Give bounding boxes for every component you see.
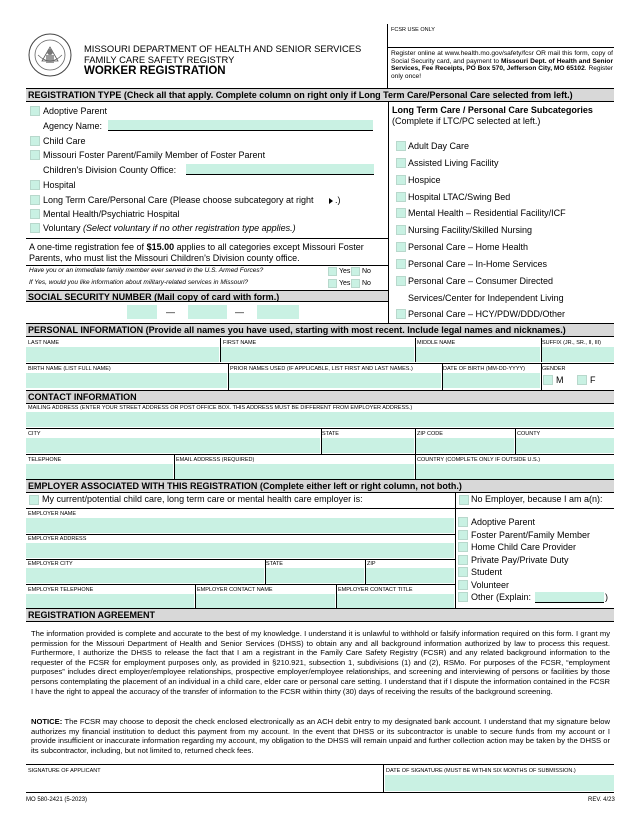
dept-name: MISSOURI DEPARTMENT OF HEALTH AND SENIOR SERVICES xyxy=(84,43,362,54)
no-employer-checkbox[interactable] xyxy=(459,495,469,505)
subcat-hospice-label: Hospice xyxy=(408,175,441,185)
suffix-input[interactable] xyxy=(542,347,614,362)
agreement-header: REGISTRATION AGREEMENT xyxy=(26,608,614,622)
contact-info-header: CONTACT INFORMATION xyxy=(26,390,614,404)
subcat-nursing-facility-checkbox[interactable] xyxy=(396,225,406,235)
hospital-checkbox[interactable] xyxy=(30,180,40,190)
foster-parent-label: Missouri Foster Parent/Family Member of Foster Parent xyxy=(43,150,266,160)
noemp-foster-parent-checkbox[interactable] xyxy=(458,530,468,540)
city-input[interactable] xyxy=(26,438,320,453)
subcat-in-home-checkbox[interactable] xyxy=(396,259,406,269)
state-label: STATE xyxy=(322,431,339,437)
form-title: WORKER REGISTRATION xyxy=(84,65,226,77)
voluntary-checkbox[interactable] xyxy=(30,223,40,233)
ssn-dash-1: — xyxy=(166,307,175,317)
employer-phone-input[interactable] xyxy=(26,594,194,608)
birth-name-label: BIRTH NAME (LIST FULL NAME) xyxy=(28,366,111,372)
no-employer-label: No Employer, because I am a(n): xyxy=(471,494,603,504)
subcat-hcy-checkbox[interactable] xyxy=(396,309,406,319)
agency-name-input[interactable] xyxy=(108,120,373,131)
noemp-other-checkbox[interactable] xyxy=(458,592,468,602)
adoptive-parent-checkbox[interactable] xyxy=(30,106,40,116)
ltc-label-end: .) xyxy=(335,195,341,205)
middle-name-input[interactable] xyxy=(416,347,540,362)
gender-f-label: F xyxy=(590,375,596,385)
military-q1-yes-checkbox[interactable] xyxy=(328,267,337,276)
middle-name-label: MIDDLE NAME xyxy=(417,340,456,346)
birth-name-input[interactable] xyxy=(26,373,227,388)
arrow-right-icon xyxy=(329,198,333,204)
ltc-label: Long Term Care/Personal Care (Please choose subcategory at right xyxy=(43,195,314,205)
military-q2-yes-label: Yes xyxy=(339,280,351,287)
subcat-hospice-checkbox[interactable] xyxy=(396,175,406,185)
notice-text: The FCSR may choose to deposit the check enclosed electronically as an ACH debit entry to my designated bank account. I understand that my signature below authorizes my financial institution to deduct this payment from my account. In the event that DHSS or its subcontractor is unable to secure funds from my account or I provide insufficient or inaccurate information regarding my account, my obligation to the DHSS will remain unpaid and further collection action may be taken by the DHSS or its subcontractor, including, but not limited to, returned check fees. xyxy=(31,717,610,755)
fee-text-line2: Parents, who must list the Missouri Children's Division county office. xyxy=(29,253,300,263)
employer-zip-input[interactable] xyxy=(366,568,454,583)
employer-address-input[interactable] xyxy=(26,543,454,558)
fee-text-line1 xyxy=(29,242,364,253)
employer-zip-label: ZIP xyxy=(367,561,376,567)
noemp-volunteer-checkbox[interactable] xyxy=(458,580,468,590)
fee-text-b: applies to all categories except Missouri Foster xyxy=(176,242,364,252)
personal-info-header: PERSONAL INFORMATION (Provide all names you have used, starting with most recent. Include legal names and nicknames.) xyxy=(26,323,614,337)
subcategories-title: Long Term Care / Personal Care Subcategories xyxy=(392,105,593,115)
agreement-paragraph-1: The information provided is complete and accurate to the best of my knowledge. I understand it is unlawful to withhold or falsify information required on this form. I grant my permission for the Missouri Department of Health and Senior Services (DHSS) to obtain any and all background information authorized by law to process this request. Furthermore, I authorize the DHSS to release the fact that I am a registrant in the Family Care Safety Registry (FCSR) and any related background information to the requester of the FCSR for employment purposes only, as provided in §210.921, subsection 1, subdivisions (1) and (2), RSMo. For purposes of the FCSR, “employment purposes” includes direct employer/employee relationships, prospective employer/employee relationships, and screening and interviewing of persons or facilities by those persons contemplating the placement of an individual in a child care, elder care or personal care setting. I understand that if I dispute the information contained in the FCSR I have the right to appeal the accuracy of the transfer of information to the FCSR within thirty (30) days of receiving the results of the background screening. xyxy=(31,629,610,696)
county-label: COUNTY xyxy=(517,431,541,437)
prior-names-label: PRIOR NAMES USED (IF APPLICABLE, LIST FIRST AND LAST NAMES.) xyxy=(230,366,413,372)
date-signature-input[interactable] xyxy=(385,775,614,791)
noemp-student-checkbox[interactable] xyxy=(458,567,468,577)
noemp-adoptive-parent-label: Adoptive Parent xyxy=(471,517,536,527)
first-name-label: FIRST NAME xyxy=(223,340,257,346)
fee-text-a: A one-time registration fee of xyxy=(29,242,145,252)
signature-label: SIGNATURE OF APPLICANT xyxy=(28,768,101,774)
gender-m-checkbox[interactable] xyxy=(543,375,553,385)
noemp-private-pay-checkbox[interactable] xyxy=(458,555,468,565)
subcat-mental-health-residential-label: Mental Health – Residential Facility/ICF xyxy=(408,208,566,218)
last-name-label: LAST NAME xyxy=(28,340,60,346)
ssn-part2-input[interactable] xyxy=(188,305,227,319)
ltc-checkbox[interactable] xyxy=(30,195,40,205)
employer-state-input[interactable] xyxy=(266,568,364,583)
fcsr-use-label: FCSR USE ONLY xyxy=(391,27,435,33)
subcat-consumer-directed-label: Personal Care – Consumer Directed xyxy=(408,276,554,286)
child-care-checkbox[interactable] xyxy=(30,136,40,146)
subcat-mental-health-residential-checkbox[interactable] xyxy=(396,208,406,218)
subcat-assisted-living-label: Assisted Living Facility xyxy=(408,158,499,168)
noemp-other-label: Other (Explain: xyxy=(471,592,532,602)
registration-type-header: REGISTRATION TYPE (Check all that apply. Complete column on right only if Long Term Care/Personal Care selected from left.) xyxy=(26,88,614,102)
employer-contact-title-input[interactable] xyxy=(337,594,454,608)
employer-state-label: STATE xyxy=(266,561,283,567)
dob-label: DATE OF BIRTH (MM-DD-YYYY) xyxy=(443,366,525,372)
agency-name-label: Agency Name: xyxy=(43,121,103,131)
military-q2-yes-checkbox[interactable] xyxy=(328,279,337,288)
signature-field[interactable] xyxy=(26,775,382,791)
suffix-label: SUFFIX (JR., SR., II, III) xyxy=(542,340,601,346)
ssn-header: SOCIAL SECURITY NUMBER (Mail copy of card with form.) xyxy=(26,290,388,302)
employer-contact-name-input[interactable] xyxy=(196,594,335,608)
ssn-part1-input[interactable] xyxy=(127,305,157,319)
subcat-adult-day-care-checkbox[interactable] xyxy=(396,141,406,151)
voluntary-note: (Select voluntary if no other registration type applies.) xyxy=(83,223,296,233)
subcat-home-health-checkbox[interactable] xyxy=(396,242,406,252)
dob-input[interactable] xyxy=(443,373,540,388)
prior-names-input[interactable] xyxy=(229,373,441,388)
child-care-label: Child Care xyxy=(43,136,86,146)
employer-city-input[interactable] xyxy=(26,568,264,583)
military-q2-no-checkbox[interactable] xyxy=(351,279,360,288)
noemp-home-child-care-label: Home Child Care Provider xyxy=(471,542,577,552)
employer-address-label: EMPLOYER ADDRESS xyxy=(28,536,87,542)
registry-name: FAMILY CARE SAFETY REGISTRY xyxy=(84,54,235,65)
noemp-other-close: ) xyxy=(605,592,608,602)
state-input[interactable] xyxy=(322,438,414,453)
noemp-adoptive-parent-checkbox[interactable] xyxy=(458,517,468,527)
mental-health-checkbox[interactable] xyxy=(30,209,40,219)
my-employer-label: My current/potential child care, long term care or mental health care employer is: xyxy=(42,494,363,504)
military-q1-yes-label: Yes xyxy=(339,268,351,275)
subcat-assisted-living-checkbox[interactable] xyxy=(396,158,406,168)
subcat-home-health-label: Personal Care – Home Health xyxy=(408,242,529,252)
telephone-input[interactable] xyxy=(26,464,173,479)
adoptive-parent-label: Adoptive Parent xyxy=(43,106,108,116)
instructions-text: Register online at www.health.mo.gov/safety/fcsr OR mail this form, copy of Social Security card, and payment to xyxy=(391,50,613,65)
employer-city-label: EMPLOYER CITY xyxy=(28,561,73,567)
noemp-student-label: Student xyxy=(471,567,503,577)
employer-header: EMPLOYER ASSOCIATED WITH THIS REGISTRATION (Complete either left or right column, not both.) xyxy=(26,479,614,493)
email-input[interactable] xyxy=(175,464,414,479)
employer-phone-label: EMPLOYER TELEPHONE xyxy=(28,587,94,593)
noemp-foster-parent-label: Foster Parent/Family Member xyxy=(471,530,591,540)
subcat-consumer-directed-cont: Services/Center for Independent Living xyxy=(408,293,564,303)
email-label: EMAIL ADDRESS (REQUIRED) xyxy=(176,457,255,463)
ssn-dash-2: — xyxy=(235,307,244,317)
subcat-nursing-facility-label: Nursing Facility/Skilled Nursing xyxy=(408,225,533,235)
division-office-input[interactable] xyxy=(186,164,374,175)
foster-parent-checkbox[interactable] xyxy=(30,150,40,160)
military-question-1: Have you or an immediate family member ever served in the U.S. Armed Forces? xyxy=(29,267,264,274)
employer-contact-title-label: EMPLOYER CONTACT TITLE xyxy=(338,587,413,593)
subcat-consumer-directed-checkbox[interactable] xyxy=(396,276,406,286)
military-question-2: If Yes, would you like information about military-related services in Missouri? xyxy=(29,279,249,286)
zip-label: ZIP CODE xyxy=(417,431,443,437)
employer-name-label: EMPLOYER NAME xyxy=(28,511,76,517)
gender-label: GENDER xyxy=(542,366,566,372)
gender-f-checkbox[interactable] xyxy=(577,375,587,385)
subcategories-subtitle: (Complete if LTC/PC selected at left.) xyxy=(392,116,541,126)
voluntary-label xyxy=(43,223,296,234)
notice-label: NOTICE: xyxy=(31,717,63,726)
military-q1-no-label: No xyxy=(362,268,371,275)
employer-contact-name-label: EMPLOYER CONTACT NAME xyxy=(197,587,273,593)
voluntary-text: Voluntary xyxy=(43,223,81,233)
subcat-hospital-ltac-checkbox[interactable] xyxy=(396,192,406,202)
my-employer-checkbox[interactable] xyxy=(29,495,39,505)
telephone-label: TELEPHONE xyxy=(28,457,62,463)
first-name-input[interactable] xyxy=(221,347,414,362)
gender-m-label: M xyxy=(556,375,564,385)
county-input[interactable] xyxy=(516,438,614,453)
date-signature-label: DATE OF SIGNATURE (MUST BE WITHIN SIX MONTHS OF SUBMISSION.) xyxy=(386,768,576,774)
subcat-in-home-label: Personal Care – In-Home Services xyxy=(408,259,548,269)
country-input[interactable] xyxy=(416,464,614,479)
country-label: COUNTRY (COMPLETE ONLY IF OUTSIDE U.S.) xyxy=(417,457,541,463)
city-label: CITY xyxy=(28,431,41,437)
mailing-address-input[interactable] xyxy=(26,412,614,427)
register-once: . Register only once! xyxy=(391,65,614,80)
military-q2-no-label: No xyxy=(362,280,371,287)
military-q1-no-checkbox[interactable] xyxy=(351,267,360,276)
state-seal xyxy=(28,33,72,77)
subcat-adult-day-care-label: Adult Day Care xyxy=(408,141,470,151)
mental-health-label: Mental Health/Psychiatric Hospital xyxy=(43,209,180,219)
zip-input[interactable] xyxy=(416,438,514,453)
noemp-other-explain-input[interactable] xyxy=(535,592,604,603)
subcat-hospital-ltac-label: Hospital LTAC/Swing Bed xyxy=(408,192,511,202)
subcat-hcy-label: Personal Care – HCY/PDW/DDD/Other xyxy=(408,309,566,319)
noemp-volunteer-label: Volunteer xyxy=(471,580,510,590)
mail-address: Missouri Dept. of Health and Senior Services, Fee Receipts, PO Box 570, Jefferson City, MO 65102 xyxy=(391,57,614,73)
noemp-home-child-care-checkbox[interactable] xyxy=(458,542,468,552)
revision: REV. 4/23 xyxy=(588,797,615,803)
agreement-paragraph-2 xyxy=(31,717,610,755)
division-office-label: Children's Division County Office: xyxy=(43,165,177,175)
employer-name-input[interactable] xyxy=(26,518,454,533)
mailing-address-label: MAILING ADDRESS (ENTER YOUR STREET ADDRESS OR POST OFFICE BOX. THIS ADDRESS MUST BE DIFFERENT FROM EMPLOYER ADDRESS.) xyxy=(28,405,413,411)
noemp-private-pay-label: Private Pay/Private Duty xyxy=(471,555,569,565)
fee-amount: $15.00 xyxy=(146,242,175,252)
hospital-label: Hospital xyxy=(43,180,76,190)
form-number: MO 580-2421 (5-2023) xyxy=(26,797,88,803)
ssn-part3-input[interactable] xyxy=(257,305,299,319)
last-name-input[interactable] xyxy=(26,347,219,362)
mail-instructions xyxy=(391,50,613,80)
